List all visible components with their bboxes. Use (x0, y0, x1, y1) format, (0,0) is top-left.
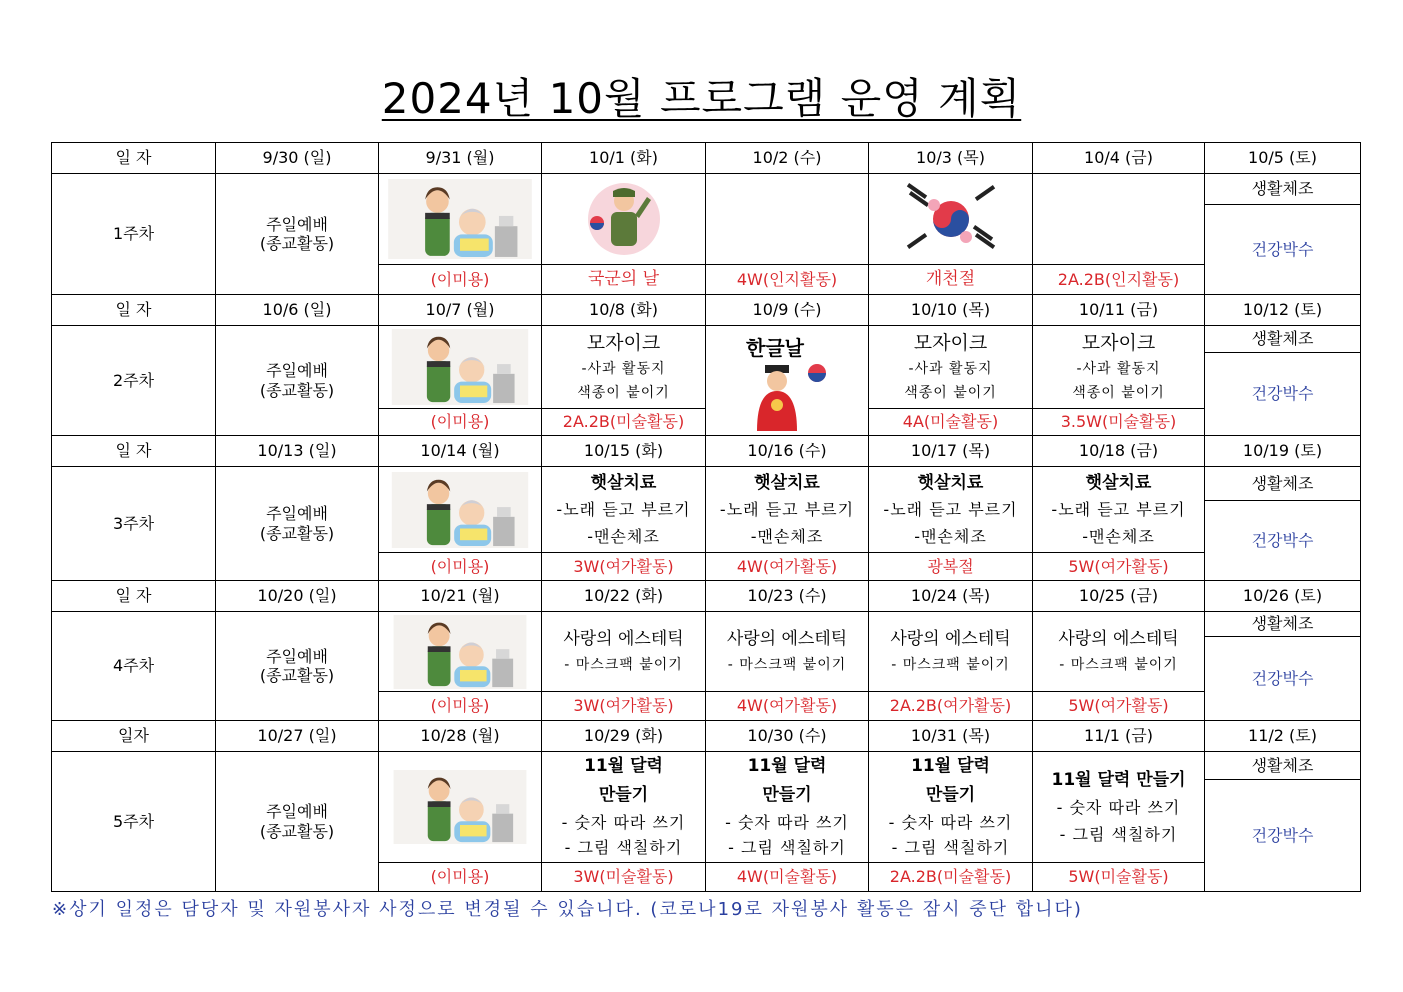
week-label: 4주차 (52, 612, 216, 721)
week5-date-row (52, 721, 1361, 752)
date-cell: 11/1 (금) (1033, 721, 1205, 752)
date-cell: 10/20 (일) (216, 581, 379, 612)
hangul-day-text: 한글날 (746, 335, 804, 360)
activity-label: 2A.2B(미술활동) (869, 863, 1033, 892)
empty-cell (1033, 174, 1205, 265)
sat-morning-exercise: 생활체조 (1205, 612, 1361, 637)
date-label: 일 자 (52, 581, 216, 612)
haircut-image-cell (379, 174, 542, 265)
program-detail: -사과 활동지 (908, 360, 993, 377)
date-cell: 10/16 (수) (706, 436, 869, 467)
date-cell: 10/25 (금) (1033, 581, 1205, 612)
worship-title: 주일예배 (266, 214, 328, 234)
program-title: 만들기 (598, 784, 649, 805)
program-title: 사랑의 에스테틱 (890, 628, 1011, 649)
page-title: 2024년 10월 프로그램 운영 계획 (381, 74, 1022, 123)
program-title: 11월 달력 (584, 756, 663, 777)
haircut-image-cell (379, 326, 542, 409)
sunday-worship (216, 174, 379, 295)
program-detail: -사과 활동지 (1076, 360, 1161, 377)
activity-label: 개천절 (869, 265, 1033, 295)
week-label: 3주차 (52, 467, 216, 581)
program-title: 햇살치료 (754, 473, 820, 494)
esthetic-program (706, 612, 869, 692)
program-detail: -사과 활동지 (581, 360, 666, 377)
worship-title: 주일예배 (266, 361, 328, 381)
sat-morning-exercise: 생활체조 (1205, 467, 1361, 501)
activity-label: (이미용) (379, 692, 542, 721)
sunday-worship (216, 467, 379, 581)
date-cell: 10/9 (수) (706, 295, 869, 326)
program-detail: - 그림 색칠하기 (891, 838, 1010, 858)
worship-title: 주일예배 (266, 802, 328, 822)
activity-label: 4A(미술활동) (869, 409, 1033, 436)
program-title: 사랑의 에스테틱 (1058, 628, 1179, 649)
date-cell: 10/29 (화) (542, 721, 706, 752)
sunlight-therapy-program (1033, 467, 1205, 553)
date-cell: 10/3 (목) (869, 143, 1033, 174)
program-title: 햇살치료 (917, 473, 984, 494)
program-detail: -맨손체조 (1082, 526, 1155, 546)
mosaic-program (1033, 326, 1205, 409)
calendar-program (706, 752, 869, 863)
program-detail: - 그림 색칠하기 (564, 838, 683, 858)
program-title: 11월 달력 (911, 756, 990, 777)
date-cell: 10/31 (목) (869, 721, 1033, 752)
sunlight-therapy-program (542, 467, 706, 553)
activity-label: 4W(미술활동) (706, 863, 869, 892)
elderly-haircut-icon (388, 615, 532, 689)
date-cell: 10/2 (수) (706, 143, 869, 174)
worship-subtitle: (종교활동) (259, 234, 335, 253)
activity-label: 3.5W(미술활동) (1033, 409, 1205, 436)
date-cell: 10/12 (토) (1205, 295, 1361, 326)
sunday-worship (216, 326, 379, 436)
activity-label: 5W(미술활동) (1033, 863, 1205, 892)
armed-forces-day-cell (542, 174, 706, 265)
date-label: 일자 (52, 721, 216, 752)
date-cell: 10/13 (일) (216, 436, 379, 467)
week-label: 5주차 (52, 752, 216, 892)
date-cell: 10/23 (수) (706, 581, 869, 612)
program-detail: -노래 듣고 부르기 (556, 499, 691, 519)
calendar-program (542, 752, 706, 863)
activity-label: 2A.2B(인지활동) (1033, 265, 1205, 295)
program-detail: -맨손체조 (587, 526, 660, 546)
footnote: ※상기 일정은 담당자 및 자원봉사자 사정으로 변경될 수 있습니다. (코로나19로 자원봉사 활동은 잠시 중단 합니다) (52, 899, 1083, 920)
date-cell: 10/10 (목) (869, 295, 1033, 326)
sunday-worship (216, 752, 379, 892)
date-cell: 10/1 (화) (542, 143, 706, 174)
program-title: 햇살치료 (590, 473, 657, 494)
activity-label: (이미용) (379, 265, 542, 295)
worship-subtitle: (종교활동) (259, 666, 335, 685)
date-cell: 10/30 (수) (706, 721, 869, 752)
date-cell: 10/22 (화) (542, 581, 706, 612)
sat-clapping: 건강박수 (1205, 205, 1361, 295)
date-cell: 10/19 (토) (1205, 436, 1361, 467)
week-label: 2주차 (52, 326, 216, 436)
activity-label: 4W(여가활동) (706, 553, 869, 581)
hangul-day-king-icon (737, 331, 837, 431)
date-cell: 10/18 (금) (1033, 436, 1205, 467)
date-cell: 10/6 (일) (216, 295, 379, 326)
program-detail: 색종이 붙이기 (577, 385, 670, 402)
week2-date-row (52, 295, 1361, 326)
esthetic-program (1033, 612, 1205, 692)
activity-label: (이미용) (379, 409, 542, 436)
hangul-day-cell (706, 326, 869, 436)
program-detail: - 숫자 따라 쓰기 (561, 813, 686, 833)
sat-morning-exercise: 생활체조 (1205, 174, 1361, 205)
program-detail: - 그림 색칠하기 (728, 838, 846, 858)
date-label: 일 자 (52, 295, 216, 326)
program-detail: - 마스크팩 붙이기 (564, 657, 683, 674)
elderly-haircut-icon (388, 472, 532, 548)
program-detail: -맨손체조 (914, 526, 987, 546)
sat-morning-exercise: 생활체조 (1205, 752, 1361, 780)
sunlight-therapy-program (869, 467, 1033, 553)
worship-subtitle: (종교활동) (259, 523, 335, 543)
date-cell: 10/26 (토) (1205, 581, 1361, 612)
schedule-table (51, 142, 1361, 892)
esthetic-program (869, 612, 1033, 692)
program-title: 만들기 (925, 784, 976, 805)
date-cell: 10/5 (토) (1205, 143, 1361, 174)
date-cell: 10/17 (목) (869, 436, 1033, 467)
korean-flag-icon (894, 179, 1008, 259)
elderly-haircut-icon (388, 179, 532, 259)
program-detail: - 마스크팩 붙이기 (1059, 657, 1178, 674)
sat-clapping: 건강박수 (1205, 353, 1361, 436)
date-label: 일 자 (52, 436, 216, 467)
program-detail: - 숫자 따라 쓰기 (725, 813, 849, 833)
program-detail: - 그림 색칠하기 (1059, 825, 1178, 845)
haircut-image-cell (379, 752, 542, 863)
activity-label: 5W(여가활동) (1033, 692, 1205, 721)
program-title: 사랑의 에스테틱 (563, 628, 684, 649)
activity-label: 4W(인지활동) (706, 265, 869, 295)
program-detail: - 마스크팩 붙이기 (727, 657, 847, 674)
week4-date-row (52, 581, 1361, 612)
sunday-worship (216, 612, 379, 721)
calendar-program (1033, 752, 1205, 863)
elderly-haircut-icon (388, 329, 532, 405)
worship-title: 주일예배 (266, 646, 328, 666)
activity-label: 2A.2B(미술활동) (542, 409, 706, 436)
program-title: 모자이크 (1081, 331, 1156, 354)
program-title: 11월 달력 만들기 (1051, 769, 1186, 790)
date-cell: 10/11 (금) (1033, 295, 1205, 326)
program-detail: -맨손체조 (750, 526, 824, 546)
haircut-image-cell (379, 467, 542, 553)
program-detail: -노래 듣고 부르기 (883, 499, 1018, 519)
sat-morning-exercise: 생활체조 (1205, 326, 1361, 353)
date-cell: 11/2 (토) (1205, 721, 1361, 752)
elderly-haircut-icon (388, 770, 532, 844)
program-detail: - 숫자 따라 쓰기 (888, 813, 1013, 833)
activity-label: 국군의 날 (542, 265, 706, 295)
sat-clapping: 건강박수 (1205, 501, 1361, 581)
program-title: 햇살치료 (1085, 473, 1152, 494)
sunlight-therapy-program (706, 467, 869, 553)
program-detail: -노래 듣고 부르기 (1051, 499, 1186, 519)
program-detail: -노래 듣고 부르기 (719, 499, 855, 519)
date-label: 일 자 (52, 143, 216, 174)
foundation-day-cell (869, 174, 1033, 265)
empty-cell (706, 174, 869, 265)
program-title: 모자이크 (586, 331, 661, 354)
date-cell: 10/27 (일) (216, 721, 379, 752)
calendar-program (869, 752, 1033, 863)
date-cell: 9/31 (월) (379, 143, 542, 174)
date-cell: 10/14 (월) (379, 436, 542, 467)
program-detail: 색종이 붙이기 (1072, 385, 1165, 402)
worship-title: 주일예배 (266, 504, 328, 524)
date-cell: 10/8 (화) (542, 295, 706, 326)
activity-label: 4W(여가활동) (706, 692, 869, 721)
haircut-image-cell (379, 612, 542, 692)
program-detail: - 마스크팩 붙이기 (891, 657, 1010, 674)
activity-label: 3W(여가활동) (542, 692, 706, 721)
week-label: 1주차 (52, 174, 216, 295)
week1-date-row (52, 143, 1361, 174)
date-cell: 10/28 (월) (379, 721, 542, 752)
date-cell: 10/4 (금) (1033, 143, 1205, 174)
date-cell: 10/15 (화) (542, 436, 706, 467)
program-title: 만들기 (762, 784, 812, 805)
sat-clapping: 건강박수 (1205, 780, 1361, 892)
activity-label: (이미용) (379, 863, 542, 892)
program-detail: 색종이 붙이기 (904, 385, 997, 402)
activity-label: (이미용) (379, 553, 542, 581)
date-cell: 9/30 (일) (216, 143, 379, 174)
activity-label: 2A.2B(여가활동) (869, 692, 1033, 721)
activity-label: 5W(여가활동) (1033, 553, 1205, 581)
activity-label: 광복절 (869, 553, 1033, 581)
activity-label: 3W(여가활동) (542, 553, 706, 581)
mosaic-program (869, 326, 1033, 409)
date-cell: 10/7 (월) (379, 295, 542, 326)
date-cell: 10/21 (월) (379, 581, 542, 612)
worship-subtitle: (종교활동) (259, 821, 335, 841)
esthetic-program (542, 612, 706, 692)
saluting-soldier-icon (575, 179, 673, 259)
program-title: 모자이크 (913, 331, 988, 354)
program-detail: - 숫자 따라 쓰기 (1056, 798, 1181, 817)
activity-label: 3W(미술활동) (542, 863, 706, 892)
sat-clapping: 건강박수 (1205, 637, 1361, 721)
program-title: 사랑의 에스테틱 (726, 628, 848, 649)
date-cell: 10/24 (목) (869, 581, 1033, 612)
mosaic-program (542, 326, 706, 409)
week3-date-row (52, 436, 1361, 467)
worship-subtitle: (종교활동) (259, 380, 335, 400)
program-title: 11월 달력 (747, 756, 827, 777)
